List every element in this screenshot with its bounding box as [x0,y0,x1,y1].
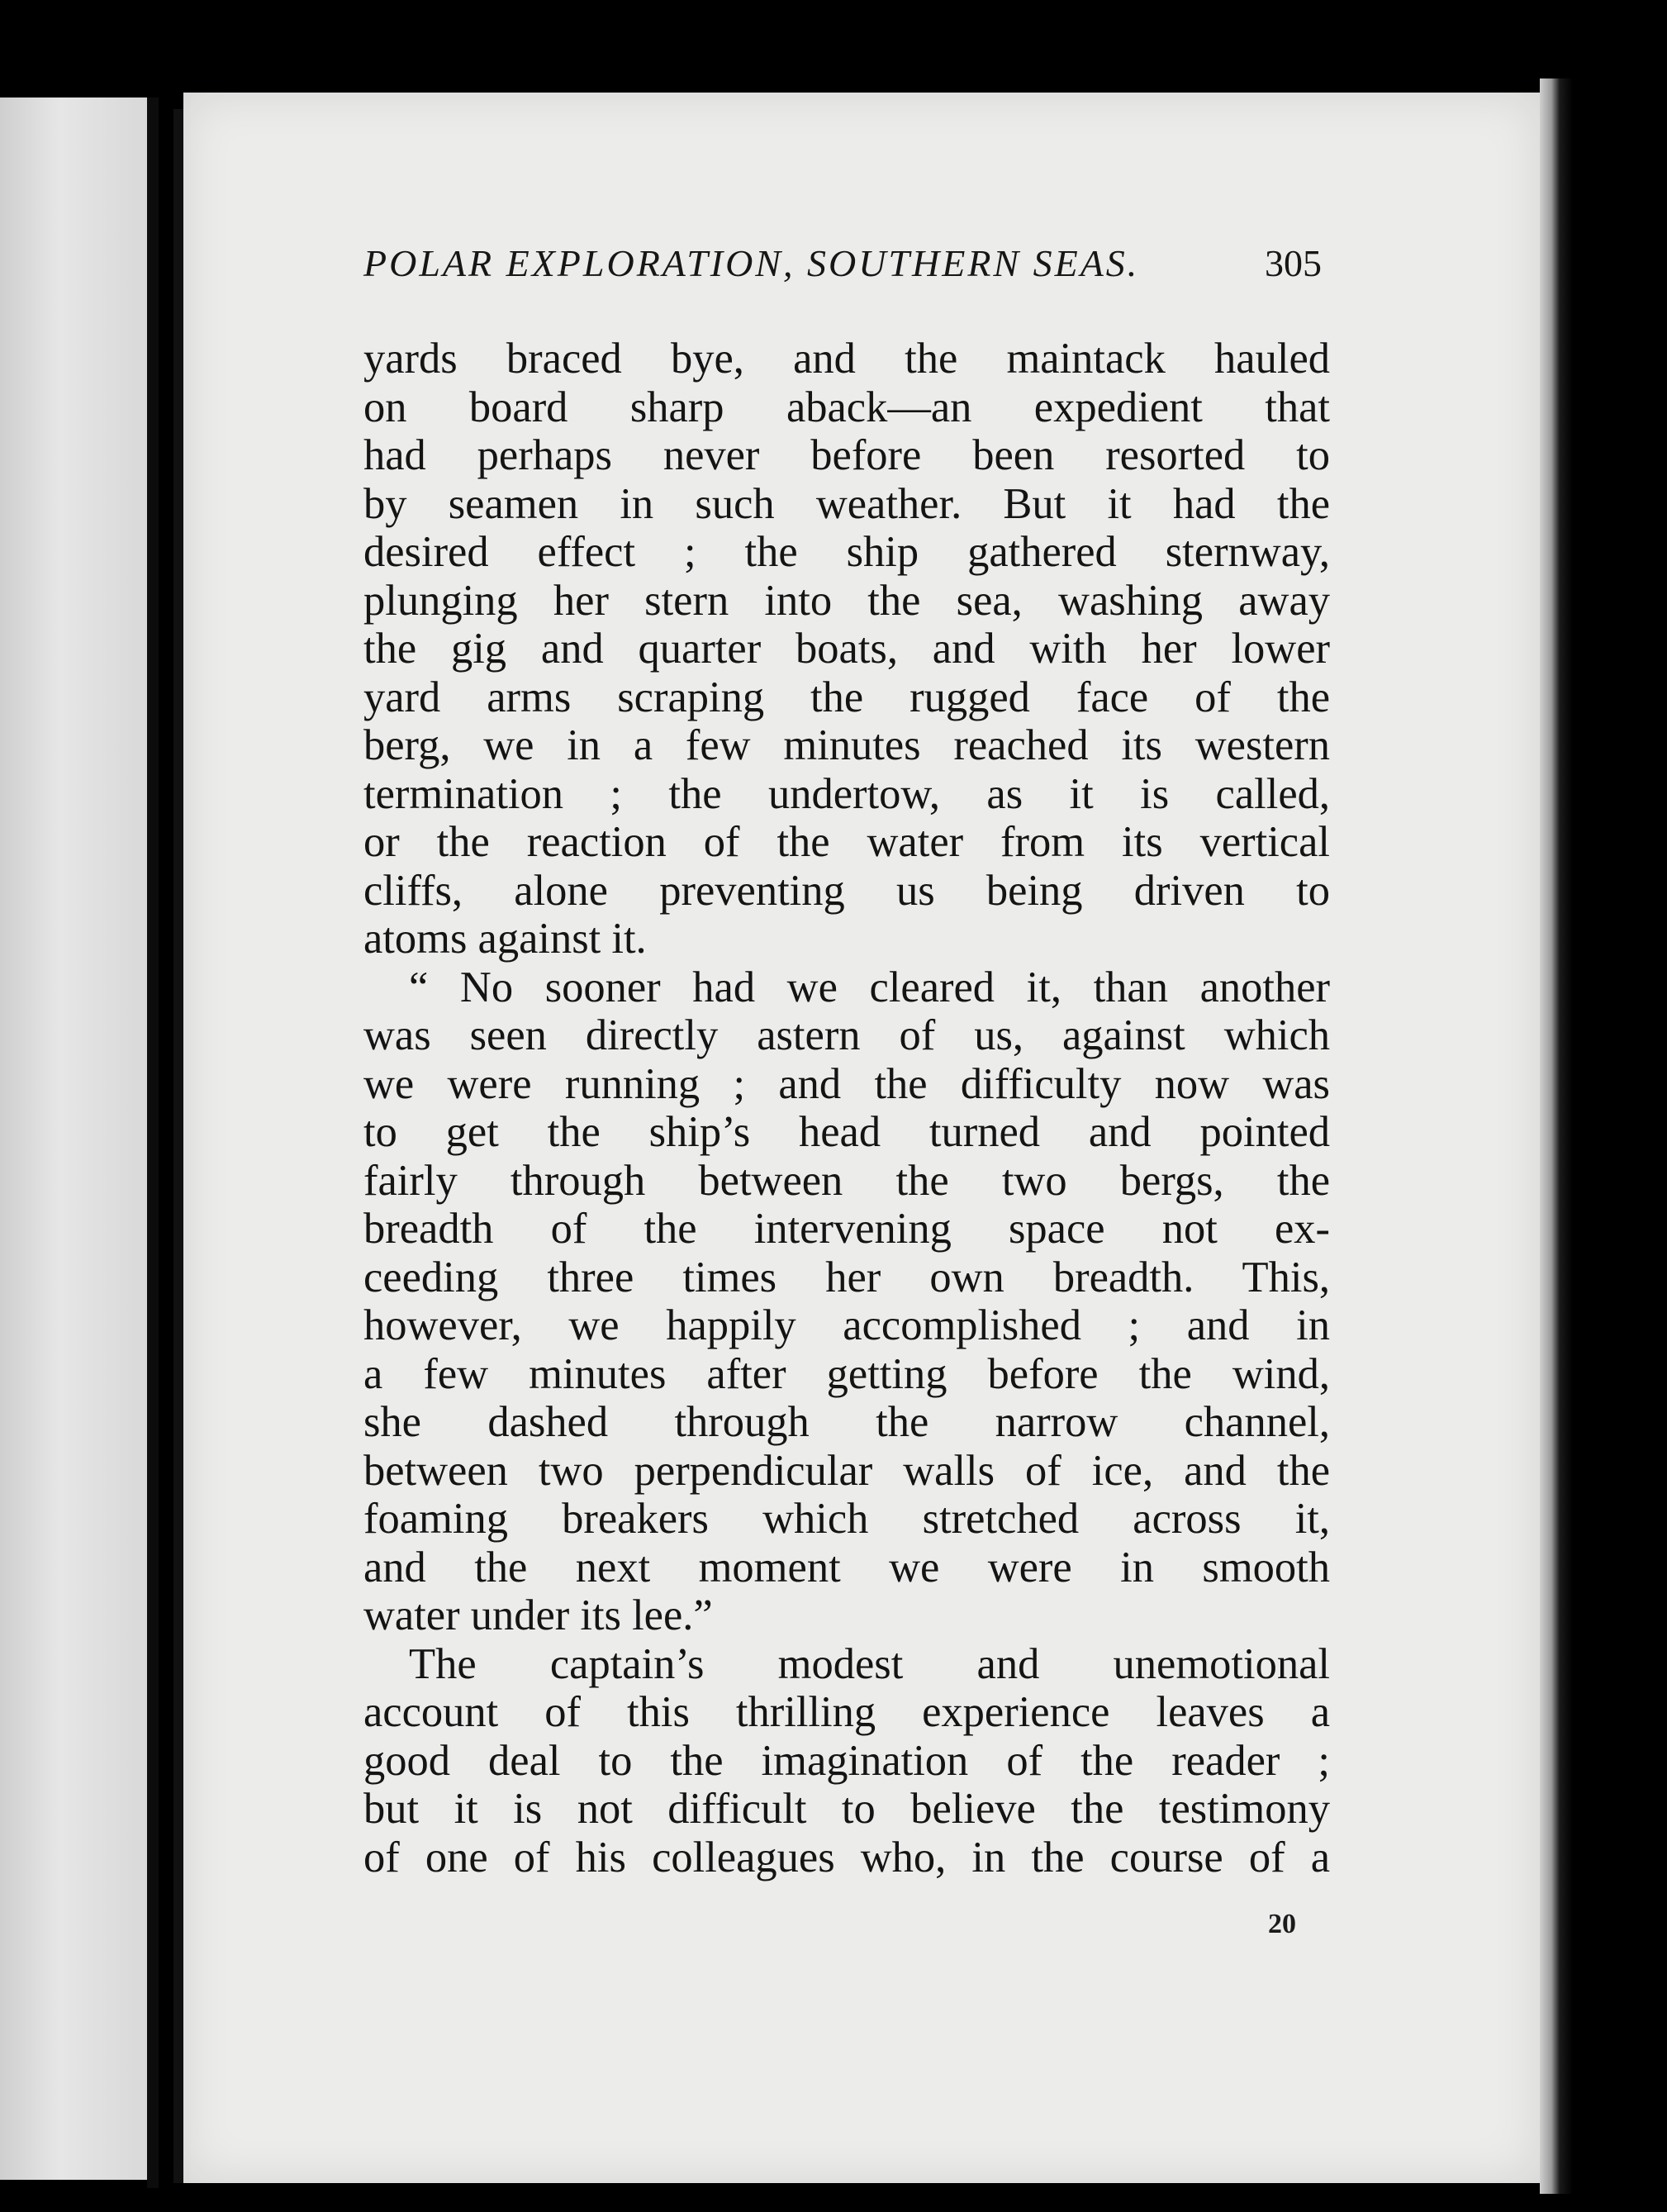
page-number: 305 [1265,242,1322,284]
text-line: and the next moment we were in smooth [363,1543,1330,1591]
running-head: POLAR EXPLORATION, SOUTHERN SEAS. [363,242,1140,284]
text-line: or the reaction of the water from its vertical [363,818,1330,866]
text-line: however, we happily accomplished ; and in [363,1301,1330,1349]
page-right-edge [1540,78,1573,2194]
text-line: plunging her stern into the sea, washing away [363,576,1330,625]
text-line: yards braced bye, and the maintack hauled [363,335,1330,383]
gutter-shadow [173,109,183,2183]
text-line: fairly through between the two bergs, the [363,1156,1330,1205]
text-line: but it is not difficult to believe the testimony [363,1785,1330,1833]
text-line: good deal to the imagination of the reader ; [363,1736,1330,1785]
text-line: yard arms scraping the rugged face of the [363,673,1330,721]
page-edge-shadow [147,98,159,2188]
text-line: berg, we in a few minutes reached its western [363,721,1330,769]
text-line: termination ; the undertow, as it is called, [363,769,1330,818]
text-line: was seen directly astern of us, against which [363,1011,1330,1059]
text-line: The captain’s modest and unemotional [409,1639,1330,1688]
text-line: water under its lee.” [363,1591,713,1639]
text-line: breadth of the intervening space not ex- [363,1205,1330,1253]
signature-mark: 20 [1268,1909,1296,1939]
text-line: between two perpendicular walls of ice, and the [363,1446,1330,1495]
text-line: foaming breakers which stretched across it, [363,1495,1330,1543]
text-line: atoms against it. [363,915,647,963]
text-line: a few minutes after getting before the wind, [363,1349,1330,1398]
text-line: ceeding three times her own breadth. This, [363,1253,1330,1301]
text-line: we were running ; and the difficulty now was [363,1059,1330,1108]
text-line: cliffs, alone preventing us being driven to [363,866,1330,915]
text-line: account of this thrilling experience leaves a [363,1688,1330,1736]
text-line: by seamen in such weather. But it had the [363,479,1330,528]
facing-page-margin [0,98,149,2180]
body-text [363,335,1330,1881]
text-line: “ No sooner had we cleared it, than another [409,963,1330,1011]
page-header [363,241,1322,307]
text-line: on board sharp aback—an expedient that [363,383,1330,431]
text-line: desired effect ; the ship gathered sternway, [363,528,1330,576]
text-line: she dashed through the narrow channel, [363,1398,1330,1446]
text-line: had perhaps never before been resorted to [363,431,1330,479]
text-line: of one of his colleagues who, in the course of a [363,1833,1330,1881]
text-line: to get the ship’s head turned and pointed [363,1108,1330,1156]
text-line: the gig and quarter boats, and with her lower [363,625,1330,673]
